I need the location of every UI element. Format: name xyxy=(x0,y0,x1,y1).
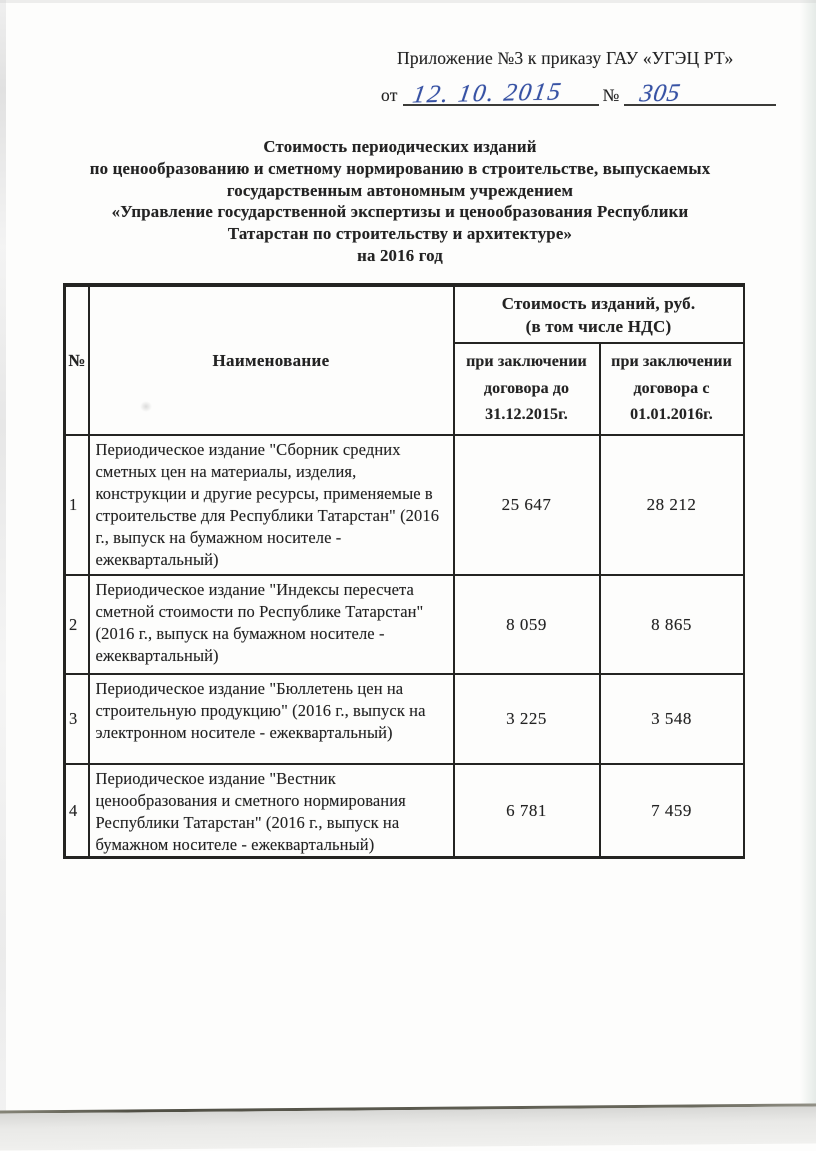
publication-name: Периодическое издание "Индексы пересчета сметной стоимости по Республике Татарстан" (2016 г., выпуск на бумажном носителе - ежеквартальный) xyxy=(89,575,454,674)
title-line-3: государственным автономным учреждением xyxy=(226,180,574,200)
row-number: 2 xyxy=(65,575,89,674)
publication-name: Периодическое издание "Бюллетень цен на строительную продукцию" (2016 г., выпуск на электронном носителе - ежеквартальный) xyxy=(89,674,454,764)
appendix-date-number-line xyxy=(381,76,793,109)
price-group-line-2: (в том числе НДС) xyxy=(525,316,672,336)
price-before-2016: 8 059 xyxy=(454,575,600,674)
document-title xyxy=(0,136,800,267)
title-line-4: «Управление государственной экспертизы и ценообразования Республики xyxy=(111,202,689,222)
title-line-5: Татарстан по строительству и архитектуре» xyxy=(227,224,573,244)
price-before-2016: 6 781 xyxy=(454,764,600,858)
publication-name: Периодическое издание "Вестник ценообразования и сметного нормирования Республики Татарстан" (2016 г., выпуск на бумажном носителе - ежеквартальный) xyxy=(89,764,454,858)
table-row xyxy=(65,435,744,575)
title-line-1: Стоимость периодических изданий xyxy=(263,137,537,156)
price-before-2016: 25 647 xyxy=(454,435,600,575)
scan-edge-left xyxy=(0,0,6,1123)
title-line-2: по ценообразованию и сметному нормированию в строительстве, выпускаемых xyxy=(89,158,711,178)
date-blank-line xyxy=(403,76,599,109)
row-number: 3 xyxy=(65,674,89,764)
number-blank-line xyxy=(624,76,776,106)
column-header-price-group xyxy=(454,285,744,343)
scanner-background xyxy=(0,1106,816,1150)
from-label: от xyxy=(381,85,398,105)
column-header-number: № xyxy=(65,285,89,435)
price-after-2016: 7 459 xyxy=(600,764,744,858)
scan-edge-right xyxy=(800,0,816,1105)
price-before-2016: 3 225 xyxy=(454,674,600,764)
number-sign-label: № xyxy=(602,85,620,105)
column-header-price-before: при заключении договора до 31.12.2015г. xyxy=(454,343,600,435)
scan-edge-top xyxy=(0,0,816,3)
scan-smudge-artifact xyxy=(140,401,152,412)
appendix-reference-line: Приложение №3 к приказу ГАУ «УГЭЦ РТ» xyxy=(397,48,734,68)
paper-bottom-edge xyxy=(0,1103,816,1150)
table-row xyxy=(65,764,744,858)
price-group-line-1: Стоимость изданий, руб. xyxy=(501,293,696,313)
table-row xyxy=(65,674,744,764)
title-line-6: на 2016 год xyxy=(357,245,443,265)
row-number: 1 xyxy=(65,435,89,575)
price-after-2016: 28 212 xyxy=(600,435,744,575)
column-header-name: Наименование xyxy=(89,285,454,435)
price-after-2016: 8 865 xyxy=(600,575,744,674)
pricing-table xyxy=(63,283,745,859)
table-row xyxy=(65,575,744,674)
handwritten-number: 305 xyxy=(638,79,684,108)
table-header-row-1 xyxy=(65,285,744,343)
appendix-header xyxy=(381,48,793,109)
price-after-2016: 3 548 xyxy=(600,674,744,764)
row-number: 4 xyxy=(65,764,89,858)
publication-name: Периодическое издание "Сборник средних сметных цен на материалы, изделия, конструкции и другие ресурсы, применяемые в строительстве для Республики Татарстан" (2016 г., выпуск на бумажном носителе - ежеквартальный) xyxy=(89,435,454,575)
handwritten-date: 12. 10. 2015 xyxy=(410,78,565,109)
column-header-price-after: при заключении договора с 01.01.2016г. xyxy=(600,343,744,435)
